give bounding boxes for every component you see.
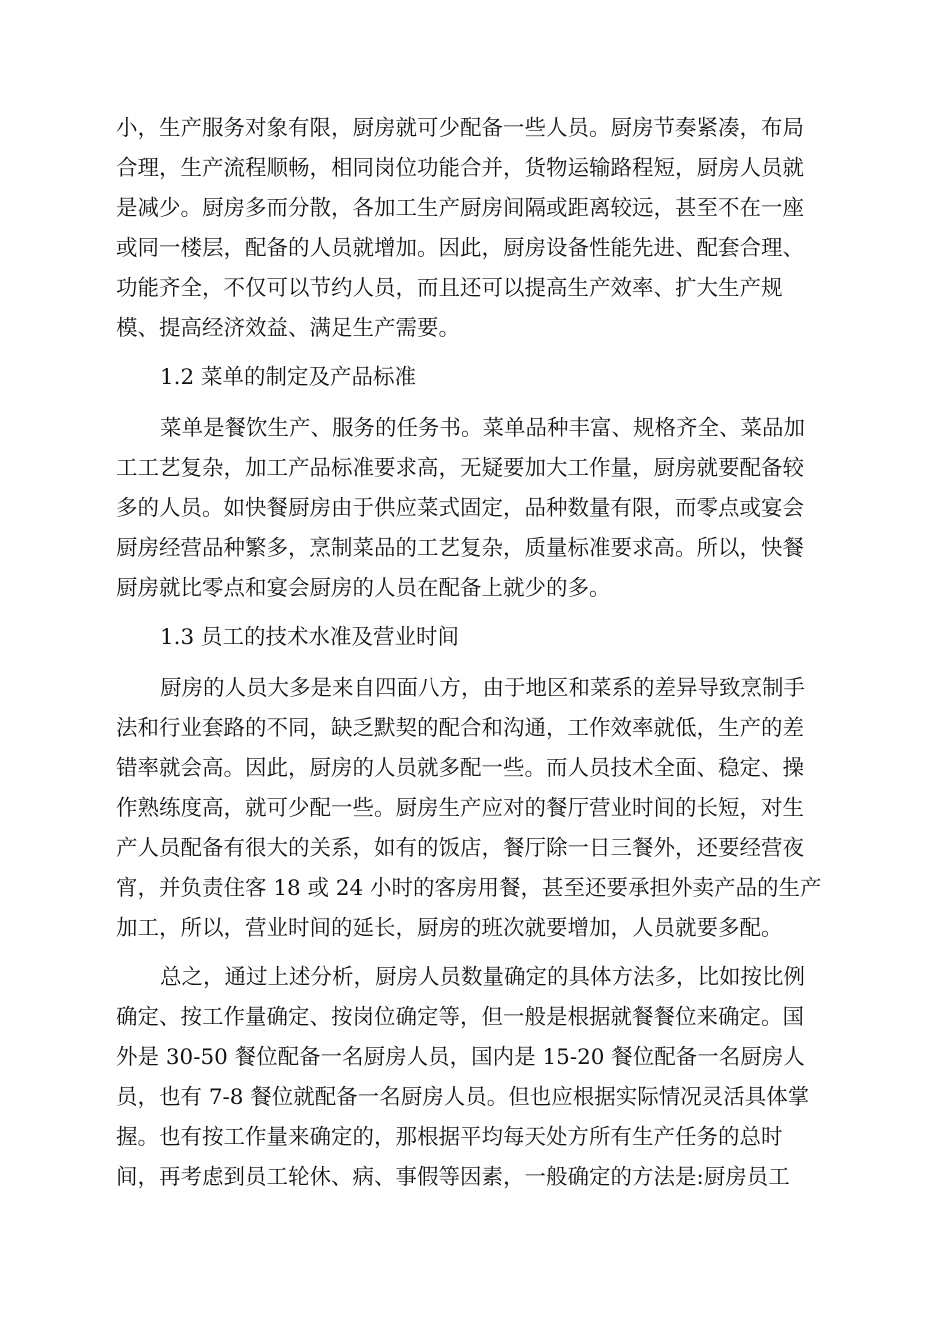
text-line <box>0 109 950 149</box>
text-line-content: 合理，生产流程顺畅，相同岗位功能合并，货物运输路程短，厨房人员就 <box>116 156 805 181</box>
text-line-content: 宵，并负责住客 18 或 24 小时的客房用餐，甚至还要承担外卖产品的生产 <box>116 876 822 901</box>
text-line <box>0 998 950 1038</box>
text-line <box>0 829 950 869</box>
text-line <box>0 909 950 949</box>
text-line <box>0 869 950 909</box>
text-line <box>0 569 950 609</box>
text-line-content: 作熟练度高，就可少配一些。厨房生产应对的餐厅营业时间的长短，对生 <box>116 796 805 821</box>
section-heading-1-3 <box>0 618 950 658</box>
text-line-content: 是减少。厨房多而分散，各加工生产厨房间隔或距离较远，甚至不在一座 <box>116 196 805 221</box>
text-line-content: 工工艺复杂，加工产品标准要求高，无疑要加大工作量，厨房就要配备较 <box>116 456 805 481</box>
text-line-content: 多的人员。如快餐厨房由于供应菜式固定，品种数量有限，而零点或宴会 <box>116 496 805 521</box>
text-line-content: 确定、按工作量确定、按岗位确定等，但一般是根据就餐餐位来确定。国 <box>116 1005 805 1030</box>
text-line <box>0 1118 950 1158</box>
text-line-content: 厨房经营品种繁多，烹制菜品的工艺复杂，质量标准要求高。所以，快餐 <box>116 536 805 561</box>
text-line <box>0 709 950 749</box>
text-line <box>0 229 950 269</box>
text-line <box>0 189 950 229</box>
text-line-content: 总之，通过上述分析，厨房人员数量确定的具体方法多，比如按比例 <box>160 965 806 990</box>
text-line-content: 间，再考虑到员工轮休、病、事假等因素，一般确定的方法是:厨房员工 <box>116 1165 790 1190</box>
text-line <box>0 529 950 569</box>
text-line-content: 菜单是餐饮生产、服务的任务书。菜单品种丰富、规格齐全、菜品加 <box>160 416 806 441</box>
text-line <box>0 1038 950 1078</box>
section-heading-text: 1.2 菜单的制定及产品标准 <box>160 365 417 390</box>
text-line <box>0 669 950 709</box>
text-line <box>0 1078 950 1118</box>
text-line <box>0 1158 950 1198</box>
text-line <box>0 489 950 529</box>
text-line <box>0 269 950 309</box>
section-heading-text: 1.3 员工的技术水准及营业时间 <box>160 625 460 650</box>
text-line-content: 厨房就比零点和宴会厨房的人员在配备上就少的多。 <box>116 576 611 601</box>
text-line <box>0 958 950 998</box>
text-line <box>0 309 950 349</box>
text-line-content: 员，也有 7-8 餐位就配备一名厨房人员。但也应根据实际情况灵活具体掌 <box>116 1085 810 1110</box>
text-line-content: 外是 30-50 餐位配备一名厨房人员，国内是 15-20 餐位配备一名厨房人 <box>116 1045 805 1070</box>
text-line <box>0 789 950 829</box>
text-line-content: 法和行业套路的不同，缺乏默契的配合和沟通，工作效率就低，生产的差 <box>116 716 805 741</box>
text-line-content: 错率就会高。因此，厨房的人员就多配一些。而人员技术全面、稳定、操 <box>116 756 805 781</box>
text-line-content: 厨房的人员大多是来自四面八方，由于地区和菜系的差异导致烹制手 <box>160 676 806 701</box>
text-line-content: 产人员配备有很大的关系，如有的饭店，餐厅除一日三餐外，还要经营夜 <box>116 836 805 861</box>
text-line-content: 模、提高经济效益、满足生产需要。 <box>116 316 461 341</box>
text-line <box>0 449 950 489</box>
text-line <box>0 409 950 449</box>
text-line-content: 或同一楼层，配备的人员就增加。因此，厨房设备性能先进、配套合理、 <box>116 236 805 261</box>
text-line <box>0 749 950 789</box>
text-line-content: 小，生产服务对象有限，厨房就可少配备一些人员。厨房节奏紧凑，布局 <box>116 116 805 141</box>
text-line-content: 加工，所以，营业时间的延长，厨房的班次就要增加，人员就要多配。 <box>116 916 783 941</box>
text-line-content: 握。也有按工作量来确定的，那根据平均每天处方所有生产任务的总时 <box>116 1125 783 1150</box>
section-heading-1-2 <box>0 358 950 398</box>
text-line <box>0 149 950 189</box>
text-line-content: 功能齐全，不仅可以节约人员，而且还可以提高生产效率、扩大生产规 <box>116 276 783 301</box>
